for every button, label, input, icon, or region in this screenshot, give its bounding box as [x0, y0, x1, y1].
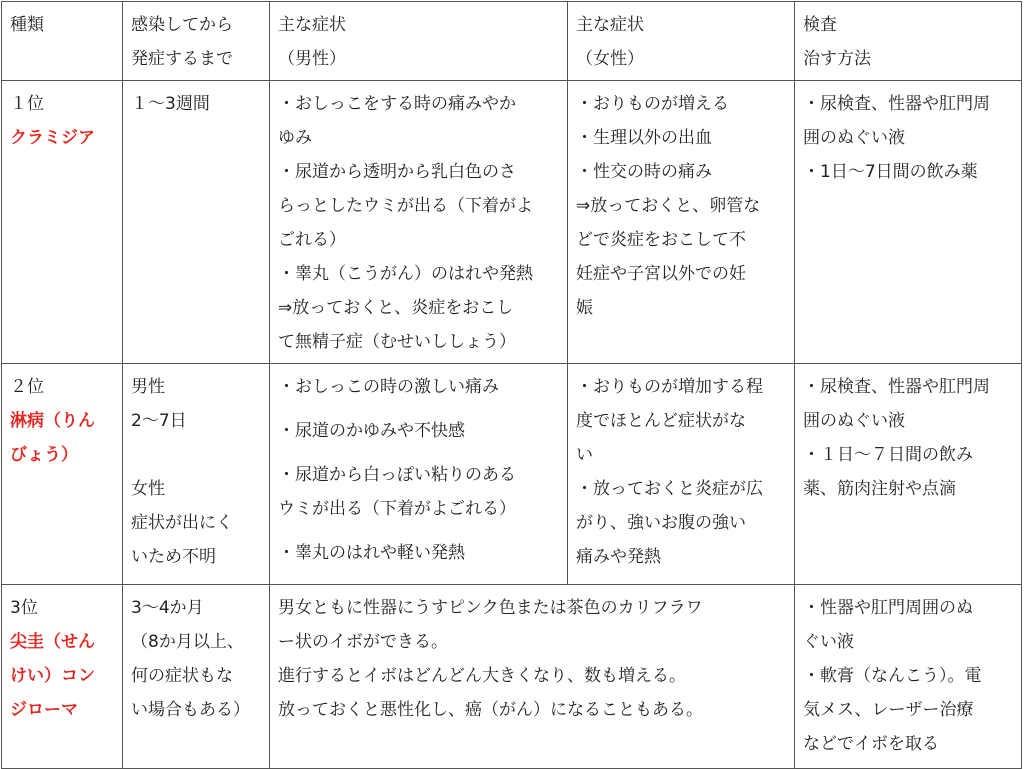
- std-table: [1, 1, 1022, 769]
- female-symptoms-cell: ・おりものが増加する程 度でほとんど症状がな い ・放っておくと炎症が広 がり、強いお腹の強い 痛みや発熱: [568, 364, 795, 585]
- header-female-symptoms: 主な症状 （女性）: [568, 2, 795, 81]
- header-type: 種類: [2, 2, 123, 81]
- incubation-cell: 男性 2～7日 女性 症状が出にく いため不明: [123, 364, 270, 585]
- incubation-cell: 3～4か月 （8か月以上、 何の症状もな い場合もある）: [123, 585, 270, 769]
- shared-symptoms-cell: 男女ともに性器にうすピンク色または茶色のカリフラワ ー状のイボができる。 進行するとイボはどんどん大きくなり、数も増える。 放っておくと悪性化し、癌（がん）になることもある。: [270, 585, 795, 769]
- male-symptoms-cell: ・おしっこをする時の痛みやか ゆみ ・尿道から透明から乳白色のさ らっとしたウミが出る（下着がよ ごれる） ・睾丸（こうがん）のはれや発熱 ⇒放っておくと、炎症をおこし て無精子症（むせいししょう）: [270, 81, 568, 364]
- row-condyloma: [2, 585, 1022, 769]
- row-chlamydia: [2, 81, 1022, 364]
- header-incubation: 感染してから 発症するまで: [123, 2, 270, 81]
- row-gonorrhea: [2, 364, 1022, 585]
- male-symptoms-cell: ・おしっこの時の激しい痛み ・尿道のかゆみや不快感 ・尿道から白っぽい粘りのある ウミが出る（下着がよごれる） ・睾丸のはれや軽い発熱: [270, 364, 568, 585]
- treatment-cell: ・性器や肛門周囲のぬ ぐい液 ・軟膏（なんこう）。電 気メス、レーザー治療 などでイボを取る: [795, 585, 1022, 769]
- treatment-cell: ・尿検査、性器や肛門周 囲のぬぐい液 ・１日～７日間の飲み 薬、筋肉注射や点滴: [795, 364, 1022, 585]
- header-male-symptoms: 主な症状 （男性）: [270, 2, 568, 81]
- header-row: [2, 2, 1022, 81]
- type-cell: ２位 淋病（りん びょう）: [2, 364, 123, 585]
- incubation-cell: １～3週間: [123, 81, 270, 364]
- header-treatment: 検査 治す方法: [795, 2, 1022, 81]
- type-cell: １位 クラミジア: [2, 81, 123, 364]
- type-cell: 3位 尖圭（せん けい）コン ジローマ: [2, 585, 123, 769]
- female-symptoms-cell: ・おりものが増える ・生理以外の出血 ・性交の時の痛み ⇒放っておくと、卵管な どで炎症をおこして不 妊症や子宮以外での妊 娠: [568, 81, 795, 364]
- treatment-cell: ・尿検査、性器や肛門周 囲のぬぐい液 ・1日～7日間の飲み薬: [795, 81, 1022, 364]
